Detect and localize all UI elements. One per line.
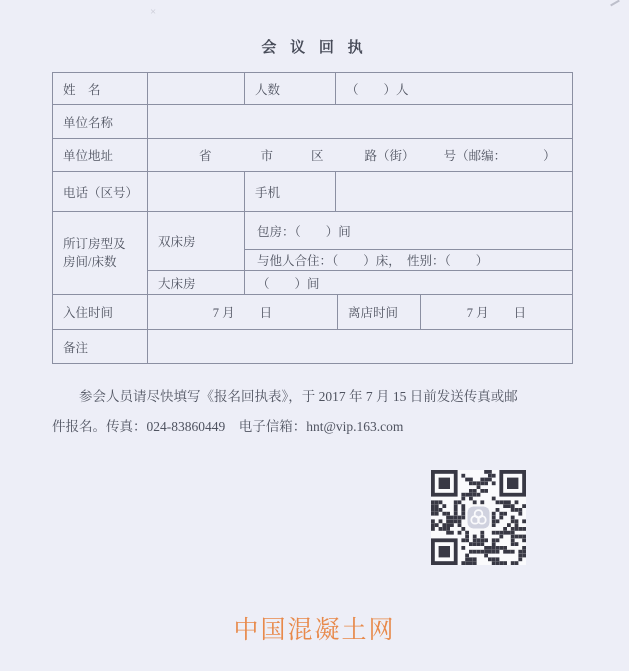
reply-form-table [52, 72, 573, 364]
people-count-value: （ ）人 [335, 73, 572, 104]
addr-province: 省 [199, 149, 212, 163]
twin-room-values [245, 212, 572, 270]
table-row-remarks [53, 329, 572, 363]
notice-line1: 参会人员请尽快填写《报名回执表》，于 2017 年 7 月 15 日前发送传真或邮 [79, 389, 518, 404]
site-watermark: 中国混凝土网 [233, 616, 396, 644]
org-name-input-cell [147, 105, 572, 138]
qr-code [431, 470, 526, 565]
table-row-phone [53, 171, 572, 211]
notice-line2: 件报名。传真：024-83860449 电子信箱：hnt@vip.163.com [52, 419, 404, 434]
remarks-input-cell [147, 330, 572, 363]
king-room-section [148, 271, 572, 294]
addr-number-zip: 号（邮编： [443, 149, 507, 163]
king-room-label: 大床房 [148, 271, 245, 294]
addr-city: 市 [260, 149, 274, 163]
org-address-template-cell [147, 139, 572, 171]
people-count-label: 人数 [244, 73, 335, 104]
addr-district: 区 [311, 149, 324, 163]
org-name-label: 单位名称 [63, 115, 114, 130]
checkout-value: 7 月 日 [420, 295, 572, 329]
mobile-input-cell [335, 172, 572, 211]
page-title: 会 议 回 执 [261, 40, 368, 56]
private-room-value: 包房：（ ）间 [245, 212, 572, 250]
room-type-label [53, 212, 147, 294]
mobile-label: 手机 [244, 172, 335, 211]
scan-corner-mark [610, 0, 620, 6]
table-row-org-address [53, 138, 572, 171]
king-room-value: （ ）间 [257, 276, 320, 291]
table-row-org-name [53, 104, 572, 138]
phone-label: 电话（区号） [63, 185, 139, 200]
twin-room-label: 双床房 [148, 212, 245, 270]
name-label: 姓 名 [63, 82, 101, 97]
room-type-columns [147, 212, 572, 294]
checkin-value: 7 月 日 [147, 295, 337, 329]
checkin-label: 入住时间 [63, 306, 114, 320]
addr-road: 路（街） [364, 149, 415, 163]
scan-speck: × [150, 6, 157, 18]
table-row-checkin [53, 294, 572, 329]
addr-close-paren: ） [543, 149, 556, 163]
phone-input-cell [147, 172, 244, 211]
remarks-label: 备注 [63, 340, 89, 355]
share-room-value: 与他人合住：（ ）床， 性别：（ ） [257, 254, 489, 268]
checkout-label: 离店时间 [337, 295, 420, 329]
table-row-room-type [53, 211, 572, 294]
room-type-label-line1: 所订房型及 [63, 237, 126, 251]
org-address-label: 单位地址 [63, 149, 114, 163]
registration-notice [52, 382, 576, 442]
room-type-label-line2: 房间/床数 [63, 255, 117, 269]
twin-room-section [148, 212, 572, 271]
name-input-cell [147, 73, 244, 104]
table-row-name [53, 73, 572, 104]
